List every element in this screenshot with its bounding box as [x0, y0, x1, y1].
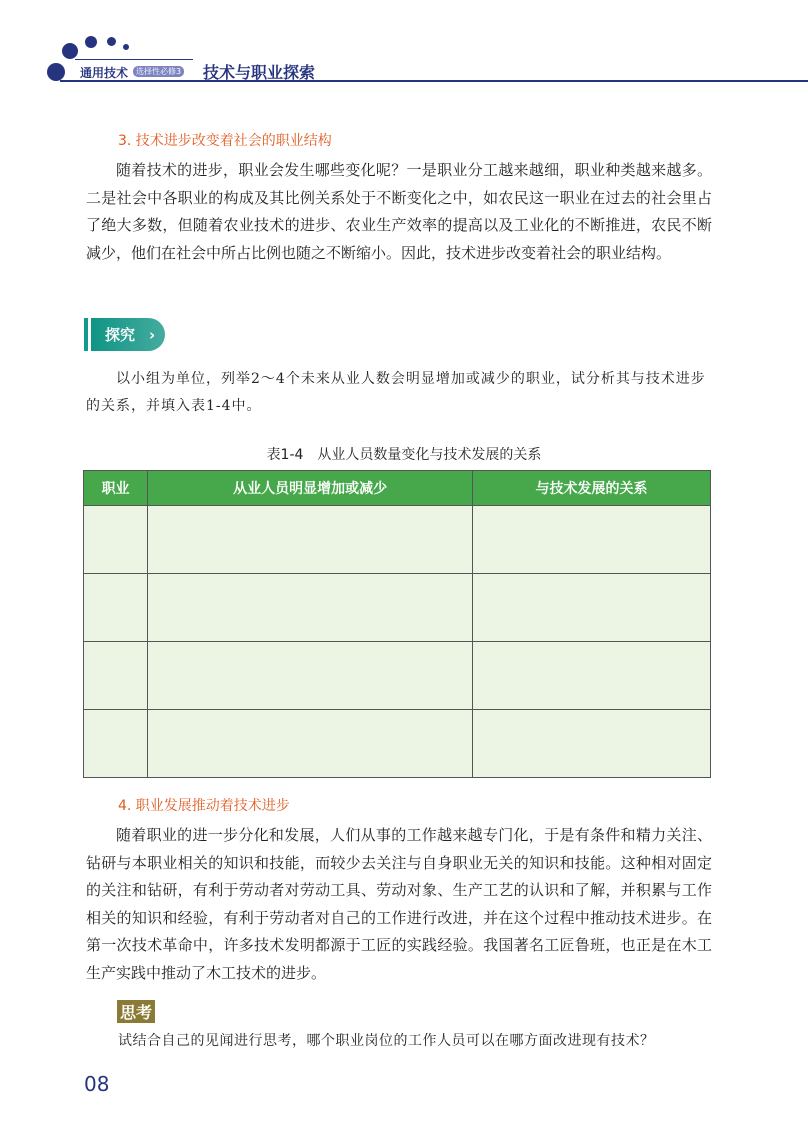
section-3-title: 3. 技术进步改变着社会的职业结构 [118, 133, 332, 149]
table-row [84, 642, 711, 710]
table-header: 职业 [84, 471, 148, 506]
table-caption: 表1-4 从业人员数量变化与技术发展的关系 [266, 447, 542, 463]
table-cell[interactable] [84, 710, 148, 778]
section-4-text: 随着职业的进一步分化和发展，人们从事的工作越来越专门化，于是有条件和精力关注、钻研与本职业相关的知识和技能，而较少去关注与自身职业无关的知识和技能。这种相对固定的关注和钻研，有利于劳动者对劳动工具、劳动对象、生产工艺的认识和了解，并积累与工作相关的知识和经验，有利于劳动者对自己的工作进行改进，并在这个过程中推动技术进步。在第一次技术革命中，许多技术发明都源于工匠的实践经验。我国著名工匠鲁班，也正是在木工生产实践中推动了木工技术的进步。 [86, 826, 712, 982]
header-dot [85, 36, 97, 48]
header-rule [75, 59, 193, 60]
table-cell[interactable] [148, 506, 473, 574]
header-underline [60, 80, 808, 82]
section-4-title: 4. 职业发展推动着技术进步 [118, 798, 290, 814]
table-cell[interactable] [473, 506, 711, 574]
think-label: 思考 [117, 1000, 155, 1023]
section-3-text: 随着技术的进步，职业会发生哪些变化呢？一是职业分工越来越细，职业种类越来越多。二是社会中各职业的构成及其比例关系处于不断变化之中，如农民这一职业在过去的社会里占了绝大多数，但随着农业技术的进步、农业生产效率的提高以及工业化的不断推进，农民不断减少，他们在社会中所占比例也随之不断缩小。因此，技术进步改变着社会的职业结构。 [86, 161, 712, 262]
header-dot [123, 44, 129, 50]
chevron-right-icon: › [149, 325, 156, 344]
table-row [84, 710, 711, 778]
table-row [84, 506, 711, 574]
table-header: 从业人员明显增加或减少 [148, 471, 473, 506]
think-text: 试结合自己的见闻进行思考，哪个职业岗位的工作人员可以在哪方面改进现有技术？ [118, 1033, 655, 1049]
table-cell[interactable] [84, 506, 148, 574]
header-dot [47, 63, 65, 81]
book-subtitle: 选择性必修3 [133, 66, 184, 77]
occupation-table [83, 470, 711, 778]
book-title: 通用技术 [80, 66, 129, 80]
table-header: 与技术发展的关系 [473, 471, 711, 506]
table-cell[interactable] [84, 574, 148, 642]
explore-text: 以小组为单位，列举2～4个未来从业人数会明显增加或减少的职业，试分析其与技术进步的关系，并填入表1-4中。 [86, 371, 706, 414]
page-number: 08 [84, 1072, 110, 1096]
table-cell[interactable] [148, 710, 473, 778]
explore-badge [84, 318, 165, 351]
header-dot [107, 37, 116, 46]
table-cell[interactable] [148, 642, 473, 710]
chapter-title: 技术与职业探索 [203, 63, 316, 82]
table-cell[interactable] [473, 710, 711, 778]
table-cell[interactable] [84, 642, 148, 710]
table-cell[interactable] [473, 574, 711, 642]
explore-label: 探究 [105, 326, 136, 344]
table-cell[interactable] [473, 642, 711, 710]
table-cell[interactable] [148, 574, 473, 642]
header-dot [62, 43, 78, 59]
table-row [84, 574, 711, 642]
